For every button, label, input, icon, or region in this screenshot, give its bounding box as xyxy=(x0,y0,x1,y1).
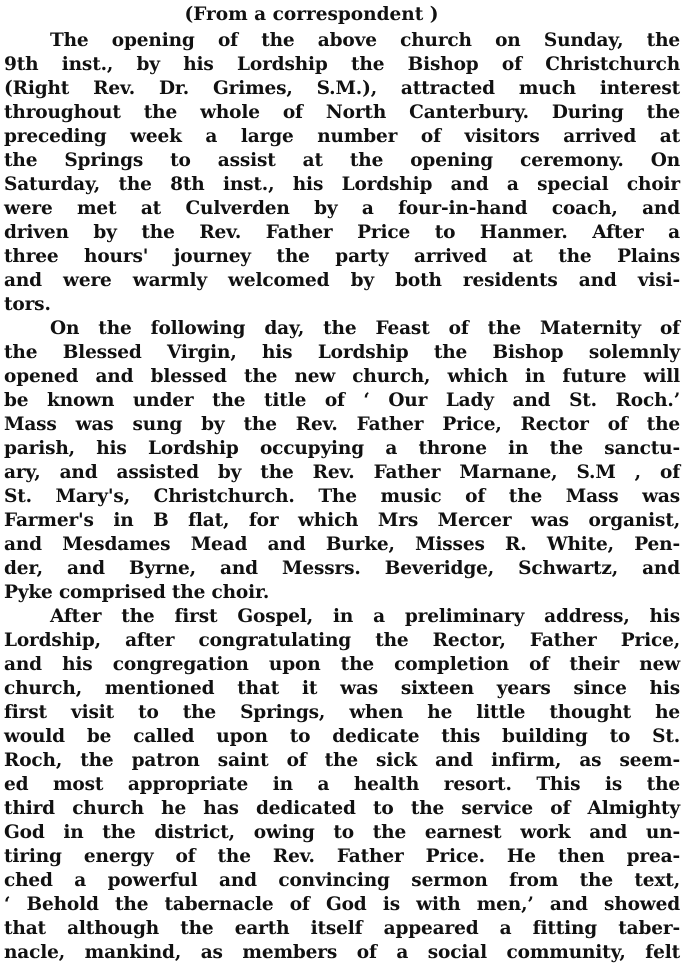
article-line: were met at Culverden by a four-in-hand coach, and xyxy=(4,198,680,219)
article-line: tiring energy of the Rev. Father Price. He then prea- xyxy=(4,846,680,867)
article-line: Pyke comprised the choir. xyxy=(4,582,270,603)
article-line: be known under the title of ‘ Our Lady and St. Roch.’ xyxy=(4,390,680,411)
article-line: the Blessed Virgin, his Lordship the Bishop solemnly xyxy=(4,342,680,363)
article-line: Farmer's in B flat, for which Mrs Mercer was organist, xyxy=(4,510,680,531)
article-line: and were warmly welcomed by both residents and visi- xyxy=(4,270,680,291)
article-line: tors. xyxy=(4,294,51,315)
article-line: driven by the Rev. Father Price to Hanmer. After a xyxy=(4,222,680,243)
article-line: and his congregation upon the completion of their new xyxy=(4,654,680,675)
article-attribution: (From a correspondent ) xyxy=(184,4,439,25)
article-line: ‘ Behold the tabernacle of God is with men,’ and showed xyxy=(4,894,680,915)
article-line: church, mentioned that it was sixteen years since his xyxy=(4,678,680,699)
article-line: 9th inst., by his Lordship the Bishop of Christchurch xyxy=(4,54,680,75)
article-line: and Mesdames Mead and Burke, Misses R. White, Pen- xyxy=(4,534,680,555)
article-line: first visit to the Springs, when he little thought he xyxy=(4,702,680,723)
article-line: preceding week a large number of visitors arrived at xyxy=(4,126,680,147)
article-line: would be called upon to dedicate this building to St. xyxy=(4,726,680,747)
article-line: On the following day, the Feast of the Maternity of xyxy=(50,318,680,339)
article-line: der, and Byrne, and Messrs. Beveridge, Schwartz, and xyxy=(4,558,680,579)
article-line: Saturday, the 8th inst., his Lordship and a special choir xyxy=(4,174,680,195)
article-line: St. Mary's, Christchurch. The music of the Mass was xyxy=(4,486,680,507)
article-line: ary, and assisted by the Rev. Father Marnane, S.M , of xyxy=(4,462,680,483)
article-line: Roch, the patron saint of the sick and infirm, as seem- xyxy=(4,750,680,771)
article-line: The opening of the above church on Sunday, the xyxy=(50,30,680,51)
article-line: Mass was sung by the Rev. Father Price, Rector of the xyxy=(4,414,680,435)
article-line: throughout the whole of North Canterbury. During the xyxy=(4,102,680,123)
article-line: nacle, mankind, as members of a social community, felt xyxy=(4,942,680,963)
article-line: God in the district, owing to the earnest work and un- xyxy=(4,822,680,843)
article-line: Lordship, after congratulating the Rector, Father Price, xyxy=(4,630,680,651)
article-line: third church he has dedicated to the service of Almighty xyxy=(4,798,680,819)
article-line: the Springs to assist at the opening ceremony. On xyxy=(4,150,680,171)
article-line: parish, his Lordship occupying a throne in the sanctu- xyxy=(4,438,680,459)
article-line: that although the earth itself appeared a fitting taber- xyxy=(4,918,680,939)
article-line: ed most appropriate in a health resort. This is the xyxy=(4,774,680,795)
article-line: three hours' journey the party arrived at the Plains xyxy=(4,246,680,267)
article-line: ched a powerful and convincing sermon from the text, xyxy=(4,870,680,891)
article-line: After the first Gospel, in a preliminary address, his xyxy=(50,606,680,627)
article-line: (Right Rev. Dr. Grimes, S.M.), attracted much interest xyxy=(4,78,680,99)
article-line: opened and blessed the new church, which in future will xyxy=(4,366,680,387)
